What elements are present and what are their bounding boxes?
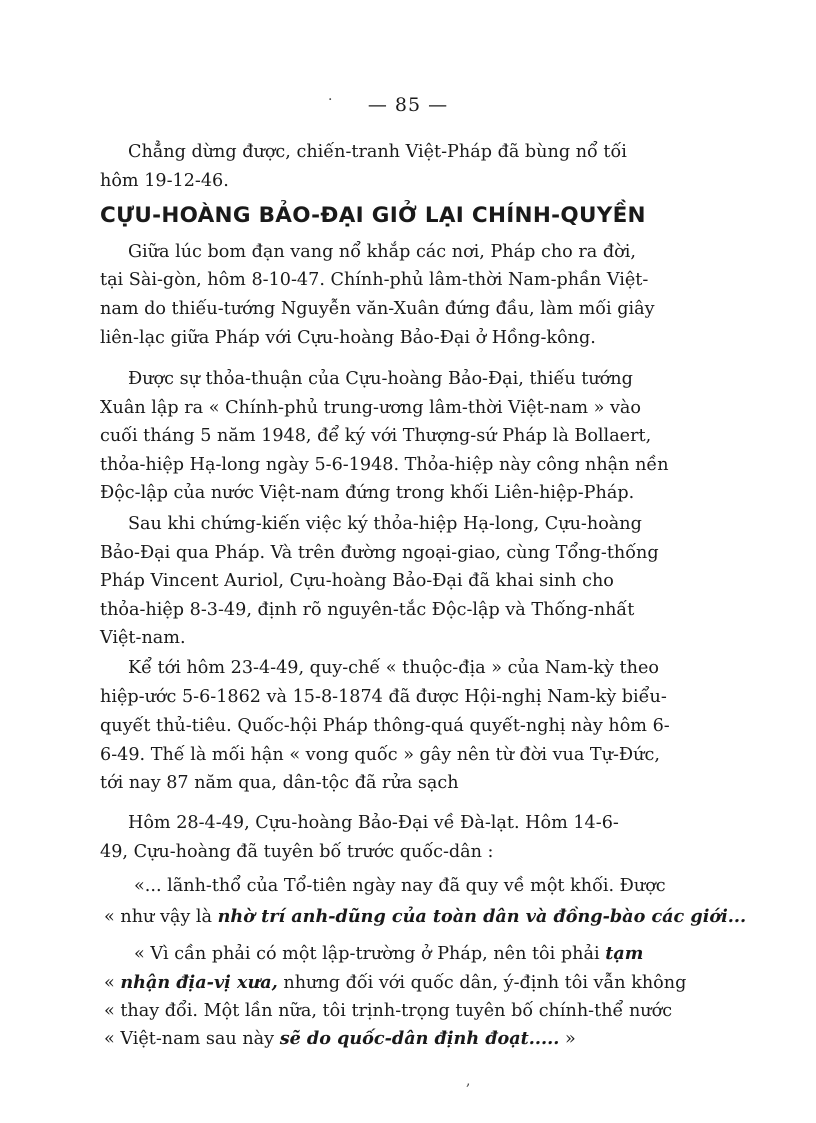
text-line: Giữa lúc bom đạn vang nổ khắp các nơi, Pháp cho ra đời, <box>128 242 636 262</box>
text-line: Việt-nam. <box>100 628 186 648</box>
text-line: thỏa-hiệp 8-3-49, định rõ nguyên-tắc Độc-lập và Thống-nhất <box>100 600 635 620</box>
text-line: hôm 19-12-46. <box>100 171 229 191</box>
text-line: quyết thủ-tiêu. Quốc-hội Pháp thông-quá quyết-nghị này hôm 6- <box>100 716 670 736</box>
text-line: tại Sài-gòn, hôm 8-10-47. Chính-phủ lâm-thời Nam-phần Việt- <box>100 270 649 290</box>
section-heading: CỰU-HOÀNG BẢO-ĐẠI GIỞ LẠI CHÍNH-QUYỀN <box>100 203 646 228</box>
text-line: Xuân lập ra « Chính-phủ trung-ương lâm-thời Việt-nam » vào <box>100 398 641 418</box>
text-line: Được sự thỏa-thuận của Cựu-hoàng Bảo-Đại, thiếu tướng <box>128 369 633 389</box>
scan-speck: · <box>328 92 333 108</box>
italic-text-segment: nhờ trí anh-dũng của toàn dân và đồng-bào các giới... <box>217 906 747 927</box>
text-segment: nhưng đối với quốc dân, ý-định tôi vẫn không <box>277 973 687 993</box>
text-line: tới nay 87 năm qua, dân-tộc đã rửa sạch <box>100 773 459 793</box>
text-line-mixed <box>104 905 746 929</box>
text-line: cuối tháng 5 năm 1948, để ký với Thượng-sứ Pháp là Bollaert, <box>100 426 652 446</box>
text-segment: « Việt-nam sau này <box>104 1029 280 1049</box>
text-line: nam do thiếu-tướng Nguyễn văn-Xuân đứng đầu, làm mối giây <box>100 299 655 319</box>
text-line: thỏa-hiệp Hạ-long ngày 5-6-1948. Thỏa-hiệp này công nhận nền <box>100 455 669 475</box>
text-line: Chẳng dừng được, chiến-tranh Việt-Pháp đã bùng nổ tối <box>128 142 627 162</box>
text-line: liên-lạc giữa Pháp với Cựu-hoàng Bảo-Đại ở Hồng-kông. <box>100 328 596 348</box>
text-line-mixed <box>104 971 686 995</box>
page-number: — 85 — <box>367 94 449 116</box>
text-line: hiệp-ước 5-6-1862 và 15-8-1874 đã được Hội-nghị Nam-kỳ biểu- <box>100 687 667 707</box>
text-line: Pháp Vincent Auriol, Cựu-hoàng Bảo-Đại đã khai sinh cho <box>100 571 614 591</box>
italic-text-segment: sẽ do quốc-dân định đoạt..... <box>279 1028 560 1049</box>
scan-speck: , <box>466 1073 471 1089</box>
text-line: 6-49. Thế là mối hận « vong quốc » gây nên từ đời vua Tự-Đức, <box>100 745 660 765</box>
italic-text-segment: tạm <box>605 943 644 964</box>
italic-text-segment: nhận địa-vị xưa, <box>120 972 278 993</box>
text-line: 49, Cựu-hoàng đã tuyên bố trước quốc-dân : <box>100 842 494 862</box>
text-line: Độc-lập của nước Việt-nam đứng trong khối Liên-hiệp-Pháp. <box>100 483 635 503</box>
text-line-mixed <box>104 1027 576 1051</box>
text-line: «... lãnh-thổ của Tổ-tiên ngày nay đã quy về một khối. Được <box>134 876 666 896</box>
text-line-mixed <box>134 942 643 966</box>
text-line: Hôm 28-4-49, Cựu-hoàng Bảo-Đại về Đà-lạt. Hôm 14-6- <box>128 813 619 833</box>
text-line: Sau khi chứng-kiến việc ký thỏa-hiệp Hạ-long, Cựu-hoàng <box>128 514 642 534</box>
text-segment: « <box>104 973 121 993</box>
text-line: Kể tới hôm 23-4-49, quy-chế « thuộc-địa » của Nam-kỳ theo <box>128 658 659 678</box>
text-line: « thay đổi. Một lần nữa, tôi trịnh-trọng tuyên bố chính-thể nước <box>104 1001 673 1021</box>
text-segment: » <box>559 1029 576 1049</box>
text-segment: « Vì cần phải có một lập-trường ở Pháp, nên tôi phải <box>134 944 606 964</box>
text-segment: « như vậy là <box>104 907 218 927</box>
text-line: Bảo-Đại qua Pháp. Và trên đường ngoại-giao, cùng Tổng-thống <box>100 543 659 563</box>
